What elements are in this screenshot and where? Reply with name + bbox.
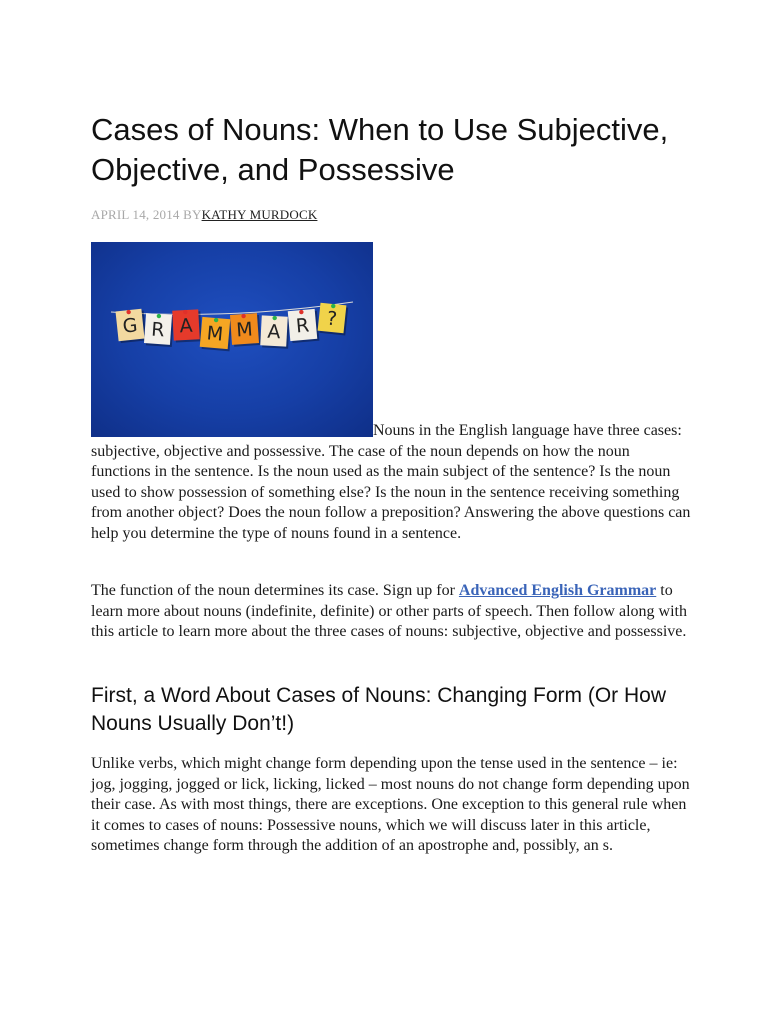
letter-card xyxy=(144,313,174,347)
letter-card xyxy=(260,315,290,349)
section-heading: First, a Word About Cases of Nouns: Changing Form (Or How Nouns Usually Don’t!) xyxy=(91,684,666,735)
letter-card xyxy=(115,308,146,343)
letter-glyph: R xyxy=(150,318,166,342)
letter-glyph: M xyxy=(205,322,225,346)
article-by: BY xyxy=(183,207,202,222)
signup-text-before: The function of the noun determines its case. Sign up for xyxy=(91,582,459,599)
article-meta xyxy=(91,206,317,224)
intro-text: Nouns in the English language have three cases: subjective, objective and possessive. The case of the noun depends on how the noun functions in the sentence. Is the noun used as the main subject of the sentence? Is the noun used to show possession of something else? Is the noun in the sentence receiving something from another object? Does the noun follow a preposition? Answering the above questions can help you determine the type of nouns found in a sentence. xyxy=(91,422,691,542)
letter-card xyxy=(288,309,320,344)
grammar-illustration xyxy=(91,242,373,437)
letter-card xyxy=(317,303,348,336)
letter-glyph: M xyxy=(235,318,254,342)
letter-glyph: G xyxy=(121,314,139,338)
letter-glyph: A xyxy=(178,314,194,338)
grammar-image xyxy=(91,242,373,437)
article-date: APRIL 14, 2014 xyxy=(91,207,180,222)
signup-paragraph xyxy=(91,581,691,643)
letter-card xyxy=(200,317,233,352)
intro-paragraph xyxy=(91,421,691,544)
letter-glyph: R xyxy=(295,314,311,338)
body-paragraph: Unlike verbs, which might change form depending upon the tense used in the sentence – ie: jog, jogging, jogged or lick, licking, licked – most nouns do not change form depending upon their case. As with most things, there are exceptions. One exception to this general rule when it comes to cases of nouns: Possessive nouns, which we will discuss later in this article, sometimes change form through the addition of an apostrophe and, possibly, an s. xyxy=(91,755,690,854)
letter-card xyxy=(230,313,261,347)
article-title: Cases of Nouns: When to Use Subjective, Objective, and Possessive xyxy=(91,112,669,187)
advanced-english-grammar-link[interactable]: Advanced English Grammar xyxy=(458,582,657,599)
author-link[interactable]: KATHY MURDOCK xyxy=(201,207,318,222)
letter-glyph: A xyxy=(266,320,282,344)
signup-text-after: to learn more about nouns (indefinite, definite) or other parts of speech. Then follow along with this article to learn more about the three cases of nouns: subjective, objective and possessive. xyxy=(91,582,687,640)
letter-glyph: ? xyxy=(325,307,339,331)
letter-card xyxy=(172,309,202,343)
